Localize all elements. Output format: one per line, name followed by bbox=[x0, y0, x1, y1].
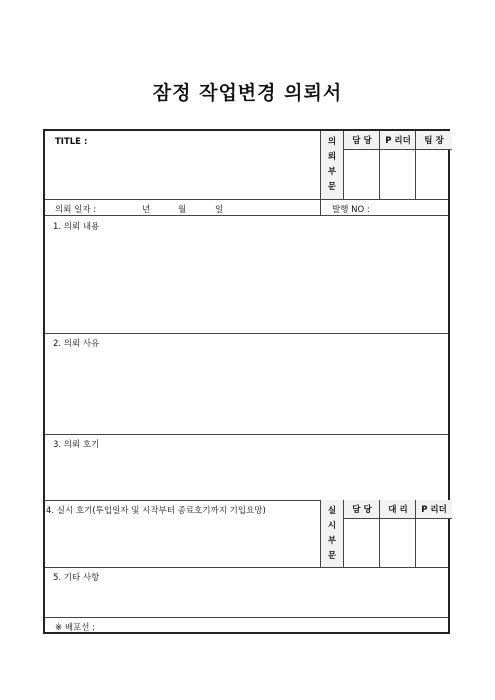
exec-approval-box bbox=[320, 500, 451, 567]
divider bbox=[45, 199, 448, 200]
section-other-notes: 5. 기타 사항 bbox=[53, 573, 100, 583]
section-execution-unit: 4. 실시 호기(투입일자 및 시작부터 종료호기까지 기입요망) bbox=[46, 506, 266, 516]
exec-approval-col[interactable] bbox=[415, 500, 452, 567]
divider bbox=[45, 617, 448, 618]
exec-dept-label bbox=[321, 500, 344, 567]
document-title: 잠정 작업변경 의뢰서 bbox=[152, 82, 343, 104]
divider bbox=[45, 215, 448, 216]
issue-no-label: 발행 NO : bbox=[332, 205, 370, 215]
day-label: 일 bbox=[215, 205, 224, 215]
exec-approval-col[interactable] bbox=[343, 500, 380, 567]
exec-header-pleader: P 리더 bbox=[416, 500, 452, 519]
exec-approval-col[interactable] bbox=[379, 500, 416, 567]
request-dept-label bbox=[321, 131, 344, 199]
exec-dept-char: 시 bbox=[327, 520, 337, 531]
distribution-label: ※ 배포선 : bbox=[55, 623, 96, 633]
title-label: TITLE : bbox=[55, 137, 88, 147]
request-dept-char: 뢰 bbox=[327, 152, 337, 162]
request-date-label: 의뢰 일자 : bbox=[55, 205, 97, 215]
exec-dept-char: 부 bbox=[327, 535, 337, 546]
exec-dept-char: 문 bbox=[327, 550, 337, 561]
approval-header-teamlead: 팀 장 bbox=[416, 131, 452, 150]
year-label: 년 bbox=[142, 205, 151, 215]
request-approval-col[interactable] bbox=[415, 131, 452, 199]
exec-header-manager: 담 당 bbox=[344, 500, 380, 519]
approval-header-manager: 담 당 bbox=[344, 131, 380, 150]
exec-dept-char: 실 bbox=[327, 505, 337, 516]
divider bbox=[45, 567, 448, 568]
section-request-unit: 3. 의뢰 호기 bbox=[53, 440, 100, 450]
request-approval-col[interactable] bbox=[343, 131, 380, 199]
divider bbox=[45, 333, 448, 334]
request-dept-char: 문 bbox=[327, 182, 337, 192]
approval-header-pleader: P 리더 bbox=[380, 131, 416, 150]
request-form bbox=[43, 129, 450, 634]
request-approval-box bbox=[320, 131, 451, 199]
request-dept-char: 부 bbox=[327, 167, 337, 177]
section-request-reason: 2. 의뢰 사유 bbox=[53, 339, 100, 349]
divider bbox=[320, 199, 321, 215]
divider bbox=[45, 434, 448, 435]
request-approval-col[interactable] bbox=[379, 131, 416, 199]
month-label: 월 bbox=[178, 205, 187, 215]
section-request-content: 1. 의뢰 내용 bbox=[53, 222, 100, 232]
exec-header-assistant: 대 리 bbox=[380, 500, 416, 519]
request-dept-char: 의 bbox=[327, 137, 337, 147]
